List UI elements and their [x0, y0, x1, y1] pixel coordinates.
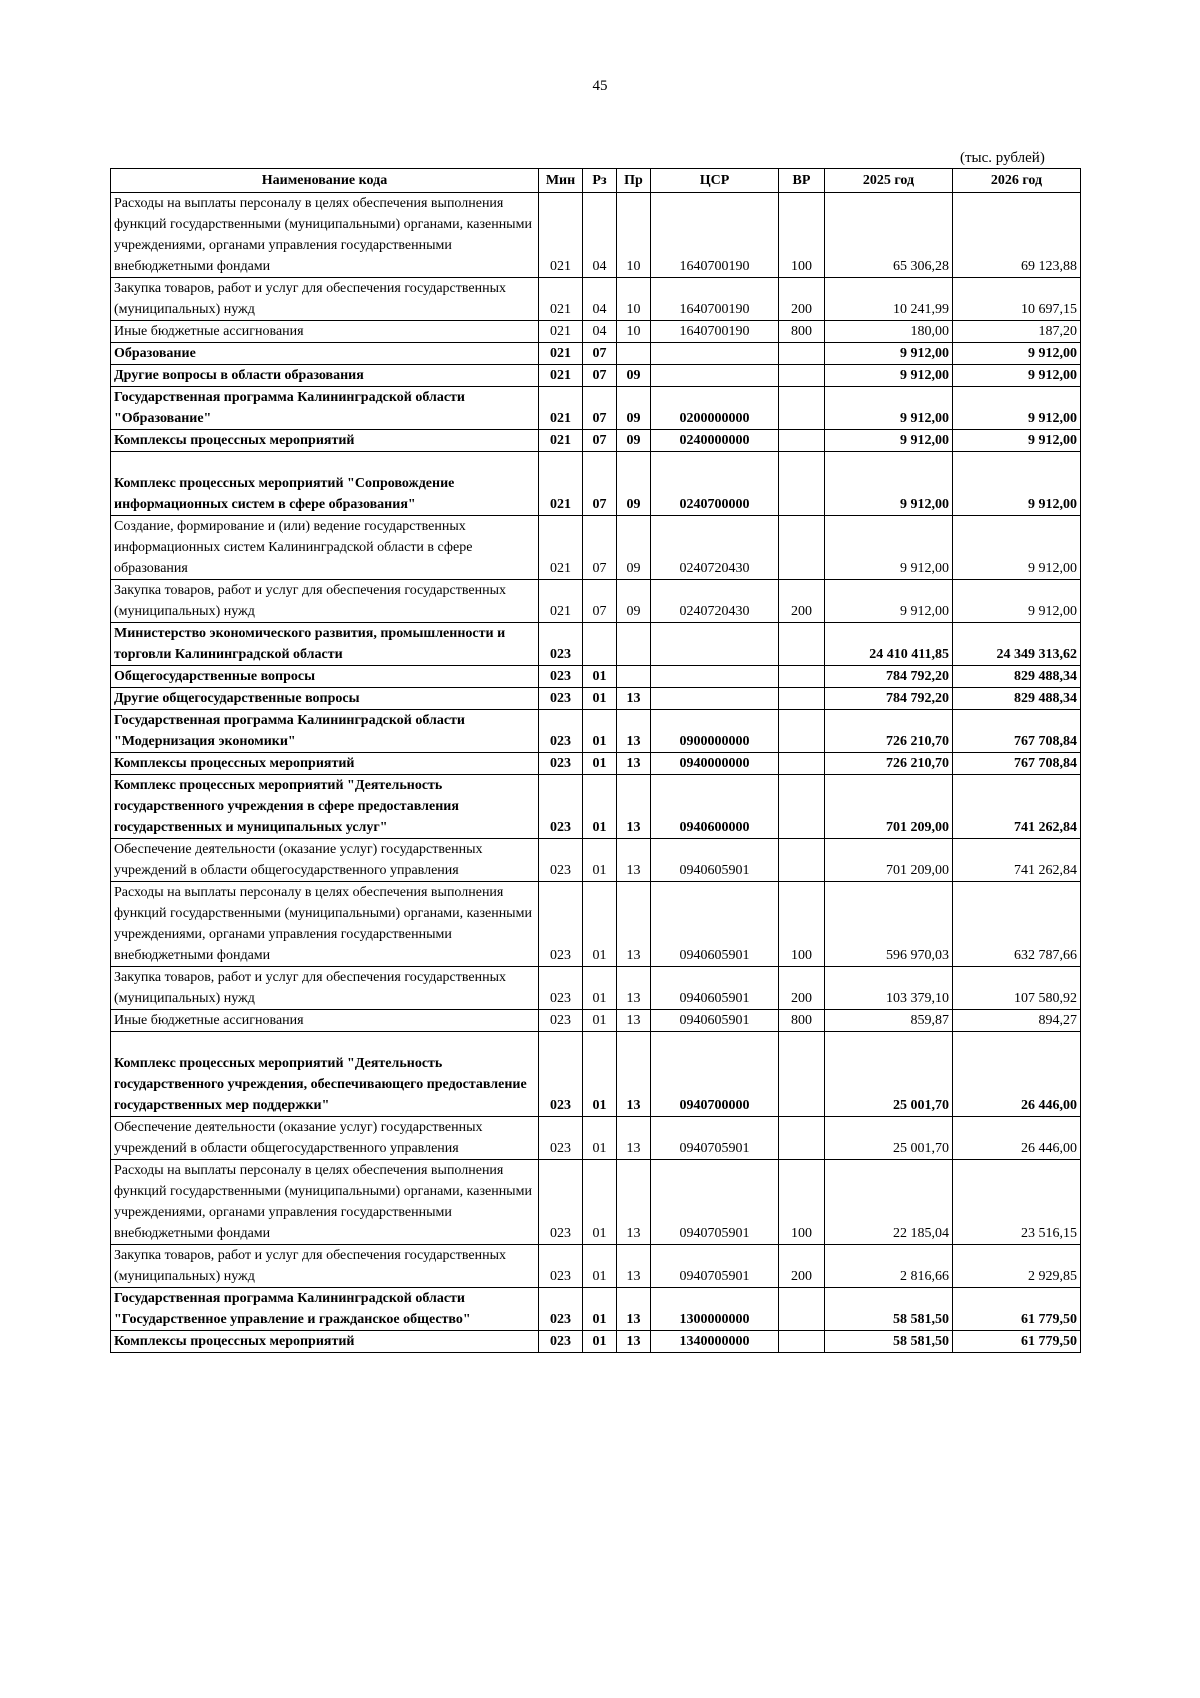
cell-vr — [779, 1032, 825, 1117]
cell-pr: 13 — [617, 882, 651, 967]
cell-name: Комплексы процессных мероприятий — [111, 753, 539, 775]
cell-2025: 25 001,70 — [825, 1117, 953, 1160]
cell-2026: 632 787,66 — [953, 882, 1081, 967]
cell-csr: 0240000000 — [651, 430, 779, 452]
cell-vr: 100 — [779, 193, 825, 278]
cell-rz: 07 — [583, 580, 617, 623]
header-name: Наименование кода — [111, 169, 539, 193]
cell-2026: 2 929,85 — [953, 1245, 1081, 1288]
cell-2025: 701 209,00 — [825, 839, 953, 882]
cell-rz: 04 — [583, 321, 617, 343]
cell-csr: 0200000000 — [651, 387, 779, 430]
cell-rz: 01 — [583, 1117, 617, 1160]
cell-2026: 9 912,00 — [953, 430, 1081, 452]
cell-min: 023 — [539, 1288, 583, 1331]
cell-vr — [779, 387, 825, 430]
cell-2026: 9 912,00 — [953, 516, 1081, 580]
cell-2026: 26 446,00 — [953, 1117, 1081, 1160]
cell-pr: 13 — [617, 775, 651, 839]
cell-rz: 07 — [583, 343, 617, 365]
table-row — [111, 967, 1081, 1010]
cell-rz: 01 — [583, 1245, 617, 1288]
cell-2025: 726 210,70 — [825, 710, 953, 753]
table-row — [111, 1288, 1081, 1331]
cell-name: Образование — [111, 343, 539, 365]
cell-csr: 0940605901 — [651, 839, 779, 882]
cell-min: 023 — [539, 775, 583, 839]
cell-rz: 01 — [583, 1160, 617, 1245]
cell-vr — [779, 839, 825, 882]
cell-min: 023 — [539, 1245, 583, 1288]
cell-rz: 01 — [583, 666, 617, 688]
table-row — [111, 1032, 1081, 1117]
cell-csr: 1300000000 — [651, 1288, 779, 1331]
cell-2025: 2 816,66 — [825, 1245, 953, 1288]
cell-rz: 01 — [583, 1010, 617, 1032]
cell-min: 023 — [539, 623, 583, 666]
table-row — [111, 775, 1081, 839]
cell-name: Обеспечение деятельности (оказание услуг) государственных учреждений в области общегосударственного управления — [111, 1117, 539, 1160]
cell-vr: 200 — [779, 278, 825, 321]
cell-pr: 10 — [617, 278, 651, 321]
cell-2025: 25 001,70 — [825, 1032, 953, 1117]
cell-2025: 180,00 — [825, 321, 953, 343]
budget-table — [110, 168, 1081, 1353]
cell-2025: 10 241,99 — [825, 278, 953, 321]
cell-2025: 9 912,00 — [825, 365, 953, 387]
cell-pr: 13 — [617, 688, 651, 710]
table-row — [111, 753, 1081, 775]
cell-min: 021 — [539, 343, 583, 365]
cell-csr: 1640700190 — [651, 278, 779, 321]
cell-rz: 01 — [583, 775, 617, 839]
cell-name: Государственная программа Калининградской области "Государственное управление и гражданское общество" — [111, 1288, 539, 1331]
cell-min: 023 — [539, 688, 583, 710]
cell-min: 023 — [539, 839, 583, 882]
cell-pr: 13 — [617, 1160, 651, 1245]
cell-name: Закупка товаров, работ и услуг для обеспечения государственных (муниципальных) нужд — [111, 1245, 539, 1288]
cell-2026: 61 779,50 — [953, 1288, 1081, 1331]
cell-name: Комплекс процессных мероприятий "Деятельность государственного учреждения в сфере предоставления государственных и муниципальных услуг" — [111, 775, 539, 839]
cell-rz: 01 — [583, 1032, 617, 1117]
cell-vr — [779, 516, 825, 580]
table-row — [111, 452, 1081, 516]
cell-pr — [617, 666, 651, 688]
cell-vr — [779, 452, 825, 516]
cell-pr: 13 — [617, 1032, 651, 1117]
cell-pr: 13 — [617, 1010, 651, 1032]
table-body — [111, 193, 1081, 1353]
cell-2026: 26 446,00 — [953, 1032, 1081, 1117]
cell-vr — [779, 1331, 825, 1353]
cell-vr: 800 — [779, 1010, 825, 1032]
cell-name: Другие вопросы в области образования — [111, 365, 539, 387]
cell-csr: 0940605901 — [651, 882, 779, 967]
cell-rz: 04 — [583, 278, 617, 321]
cell-csr — [651, 623, 779, 666]
cell-csr: 0900000000 — [651, 710, 779, 753]
cell-min: 021 — [539, 321, 583, 343]
table-row — [111, 516, 1081, 580]
header-2026: 2026 год — [953, 169, 1081, 193]
cell-name: Создание, формирование и (или) ведение государственных информационных систем Калининградской области в сфере образования — [111, 516, 539, 580]
cell-2025: 65 306,28 — [825, 193, 953, 278]
cell-pr — [617, 343, 651, 365]
cell-rz: 01 — [583, 688, 617, 710]
table-row — [111, 882, 1081, 967]
cell-name: Закупка товаров, работ и услуг для обеспечения государственных (муниципальных) нужд — [111, 580, 539, 623]
table-row — [111, 1010, 1081, 1032]
cell-pr: 13 — [617, 1117, 651, 1160]
cell-rz: 01 — [583, 882, 617, 967]
cell-name: Иные бюджетные ассигнования — [111, 1010, 539, 1032]
cell-vr — [779, 343, 825, 365]
header-vr: ВР — [779, 169, 825, 193]
cell-csr: 0240700000 — [651, 452, 779, 516]
cell-pr: 09 — [617, 365, 651, 387]
cell-csr: 0940705901 — [651, 1117, 779, 1160]
cell-min: 023 — [539, 1160, 583, 1245]
cell-name: Расходы на выплаты персоналу в целях обеспечения выполнения функций государственными (муниципальными) органами, казенными учреждениями, органами управления государственными внебюджетными фондами — [111, 1160, 539, 1245]
cell-2026: 767 708,84 — [953, 753, 1081, 775]
header-2025: 2025 год — [825, 169, 953, 193]
table-row — [111, 1117, 1081, 1160]
cell-name: Обеспечение деятельности (оказание услуг) государственных учреждений в области общегосударственного управления — [111, 839, 539, 882]
cell-vr — [779, 430, 825, 452]
cell-csr: 0940000000 — [651, 753, 779, 775]
cell-name: Комплекс процессных мероприятий "Сопровождение информационных систем в сфере образования" — [111, 452, 539, 516]
cell-2025: 726 210,70 — [825, 753, 953, 775]
cell-min: 023 — [539, 1117, 583, 1160]
cell-2026: 9 912,00 — [953, 343, 1081, 365]
cell-name: Комплекс процессных мероприятий "Деятельность государственного учреждения, обеспечивающего предоставление государственных мер поддержки" — [111, 1032, 539, 1117]
cell-rz: 01 — [583, 710, 617, 753]
cell-min: 023 — [539, 666, 583, 688]
cell-min: 021 — [539, 452, 583, 516]
cell-2026: 741 262,84 — [953, 839, 1081, 882]
table-row — [111, 365, 1081, 387]
cell-2026: 894,27 — [953, 1010, 1081, 1032]
cell-2025: 9 912,00 — [825, 430, 953, 452]
table-row — [111, 688, 1081, 710]
cell-pr: 09 — [617, 516, 651, 580]
cell-2026: 9 912,00 — [953, 365, 1081, 387]
cell-vr — [779, 666, 825, 688]
cell-vr — [779, 753, 825, 775]
cell-name: Закупка товаров, работ и услуг для обеспечения государственных (муниципальных) нужд — [111, 278, 539, 321]
cell-pr: 09 — [617, 452, 651, 516]
table-row — [111, 193, 1081, 278]
cell-2025: 103 379,10 — [825, 967, 953, 1010]
cell-2026: 829 488,34 — [953, 666, 1081, 688]
cell-pr: 09 — [617, 387, 651, 430]
cell-2025: 784 792,20 — [825, 688, 953, 710]
cell-2026: 61 779,50 — [953, 1331, 1081, 1353]
cell-2025: 9 912,00 — [825, 387, 953, 430]
cell-pr: 13 — [617, 839, 651, 882]
table-row — [111, 1160, 1081, 1245]
cell-2025: 9 912,00 — [825, 516, 953, 580]
cell-2025: 9 912,00 — [825, 343, 953, 365]
header-rz: Рз — [583, 169, 617, 193]
cell-2025: 9 912,00 — [825, 580, 953, 623]
cell-csr: 0940605901 — [651, 967, 779, 1010]
cell-name: Комплексы процессных мероприятий — [111, 1331, 539, 1353]
cell-csr: 0940605901 — [651, 1010, 779, 1032]
cell-rz: 07 — [583, 365, 617, 387]
cell-csr: 1340000000 — [651, 1331, 779, 1353]
cell-rz: 07 — [583, 430, 617, 452]
cell-vr: 800 — [779, 321, 825, 343]
cell-name: Государственная программа Калининградской области "Образование" — [111, 387, 539, 430]
header-min: Мин — [539, 169, 583, 193]
cell-vr: 200 — [779, 967, 825, 1010]
cell-2025: 58 581,50 — [825, 1331, 953, 1353]
cell-min: 023 — [539, 967, 583, 1010]
cell-2026: 24 349 313,62 — [953, 623, 1081, 666]
cell-2026: 69 123,88 — [953, 193, 1081, 278]
cell-pr: 13 — [617, 1245, 651, 1288]
cell-pr: 10 — [617, 193, 651, 278]
cell-2025: 22 185,04 — [825, 1160, 953, 1245]
cell-rz: 01 — [583, 1331, 617, 1353]
cell-csr — [651, 343, 779, 365]
table-row — [111, 430, 1081, 452]
cell-2026: 829 488,34 — [953, 688, 1081, 710]
cell-2026: 9 912,00 — [953, 452, 1081, 516]
cell-pr: 13 — [617, 1288, 651, 1331]
cell-vr: 200 — [779, 1245, 825, 1288]
cell-min: 023 — [539, 710, 583, 753]
table-row — [111, 1331, 1081, 1353]
cell-rz: 07 — [583, 516, 617, 580]
cell-min: 021 — [539, 580, 583, 623]
units-note: (тыс. рублей) — [960, 150, 1045, 166]
table-row — [111, 666, 1081, 688]
cell-pr: 09 — [617, 580, 651, 623]
cell-name: Государственная программа Калининградской области "Модернизация экономики" — [111, 710, 539, 753]
table-row — [111, 710, 1081, 753]
cell-csr — [651, 365, 779, 387]
cell-vr — [779, 623, 825, 666]
cell-2026: 9 912,00 — [953, 387, 1081, 430]
cell-pr: 13 — [617, 967, 651, 1010]
cell-min: 023 — [539, 1032, 583, 1117]
cell-vr — [779, 1288, 825, 1331]
cell-pr: 13 — [617, 710, 651, 753]
cell-2025: 859,87 — [825, 1010, 953, 1032]
table-row — [111, 839, 1081, 882]
cell-vr: 100 — [779, 882, 825, 967]
cell-csr: 0240720430 — [651, 580, 779, 623]
cell-min: 023 — [539, 1010, 583, 1032]
table-row — [111, 623, 1081, 666]
table-row — [111, 278, 1081, 321]
cell-min: 021 — [539, 365, 583, 387]
page-number: 45 — [592, 78, 608, 94]
cell-2026: 23 516,15 — [953, 1160, 1081, 1245]
table-row — [111, 387, 1081, 430]
cell-csr: 0940705901 — [651, 1245, 779, 1288]
cell-rz: 07 — [583, 452, 617, 516]
cell-name: Расходы на выплаты персоналу в целях обеспечения выполнения функций государственными (муниципальными) органами, казенными учреждениями, органами управления государственными внебюджетными фондами — [111, 193, 539, 278]
cell-vr: 200 — [779, 580, 825, 623]
cell-vr: 100 — [779, 1160, 825, 1245]
table-row — [111, 343, 1081, 365]
cell-csr: 0940700000 — [651, 1032, 779, 1117]
cell-csr: 0240720430 — [651, 516, 779, 580]
cell-min: 023 — [539, 753, 583, 775]
cell-rz — [583, 623, 617, 666]
cell-pr: 13 — [617, 753, 651, 775]
cell-rz: 01 — [583, 839, 617, 882]
cell-vr — [779, 365, 825, 387]
cell-vr — [779, 775, 825, 839]
cell-min: 021 — [539, 387, 583, 430]
cell-rz: 01 — [583, 967, 617, 1010]
cell-pr: 09 — [617, 430, 651, 452]
table-row — [111, 321, 1081, 343]
cell-2025: 701 209,00 — [825, 775, 953, 839]
cell-2025: 58 581,50 — [825, 1288, 953, 1331]
cell-name: Общегосударственные вопросы — [111, 666, 539, 688]
cell-2025: 24 410 411,85 — [825, 623, 953, 666]
cell-name: Расходы на выплаты персоналу в целях обеспечения выполнения функций государственными (муниципальными) органами, казенными учреждениями, органами управления государственными внебюджетными фондами — [111, 882, 539, 967]
cell-pr: 13 — [617, 1331, 651, 1353]
cell-name: Другие общегосударственные вопросы — [111, 688, 539, 710]
table-row — [111, 580, 1081, 623]
cell-name: Закупка товаров, работ и услуг для обеспечения государственных (муниципальных) нужд — [111, 967, 539, 1010]
cell-csr: 0940705901 — [651, 1160, 779, 1245]
cell-csr — [651, 666, 779, 688]
cell-csr: 0940600000 — [651, 775, 779, 839]
cell-2026: 741 262,84 — [953, 775, 1081, 839]
cell-2026: 767 708,84 — [953, 710, 1081, 753]
cell-name: Комплексы процессных мероприятий — [111, 430, 539, 452]
cell-pr: 10 — [617, 321, 651, 343]
cell-vr — [779, 688, 825, 710]
cell-min: 021 — [539, 430, 583, 452]
cell-rz: 04 — [583, 193, 617, 278]
header-pr: Пр — [617, 169, 651, 193]
cell-min: 021 — [539, 193, 583, 278]
cell-rz: 01 — [583, 753, 617, 775]
cell-rz: 07 — [583, 387, 617, 430]
cell-vr — [779, 710, 825, 753]
cell-2026: 187,20 — [953, 321, 1081, 343]
cell-min: 023 — [539, 1331, 583, 1353]
cell-min: 021 — [539, 278, 583, 321]
cell-2026: 9 912,00 — [953, 580, 1081, 623]
cell-min: 023 — [539, 882, 583, 967]
cell-2025: 784 792,20 — [825, 666, 953, 688]
cell-name: Министерство экономического развития, промышленности и торговли Калининградской области — [111, 623, 539, 666]
cell-2026: 10 697,15 — [953, 278, 1081, 321]
header-csr: ЦСР — [651, 169, 779, 193]
cell-min: 021 — [539, 516, 583, 580]
cell-vr — [779, 1117, 825, 1160]
cell-csr: 1640700190 — [651, 321, 779, 343]
cell-rz: 01 — [583, 1288, 617, 1331]
cell-csr — [651, 688, 779, 710]
cell-2025: 9 912,00 — [825, 452, 953, 516]
cell-2026: 107 580,92 — [953, 967, 1081, 1010]
cell-pr — [617, 623, 651, 666]
cell-name: Иные бюджетные ассигнования — [111, 321, 539, 343]
table-row — [111, 1245, 1081, 1288]
cell-csr: 1640700190 — [651, 193, 779, 278]
cell-2025: 596 970,03 — [825, 882, 953, 967]
table-header-row — [111, 169, 1081, 193]
